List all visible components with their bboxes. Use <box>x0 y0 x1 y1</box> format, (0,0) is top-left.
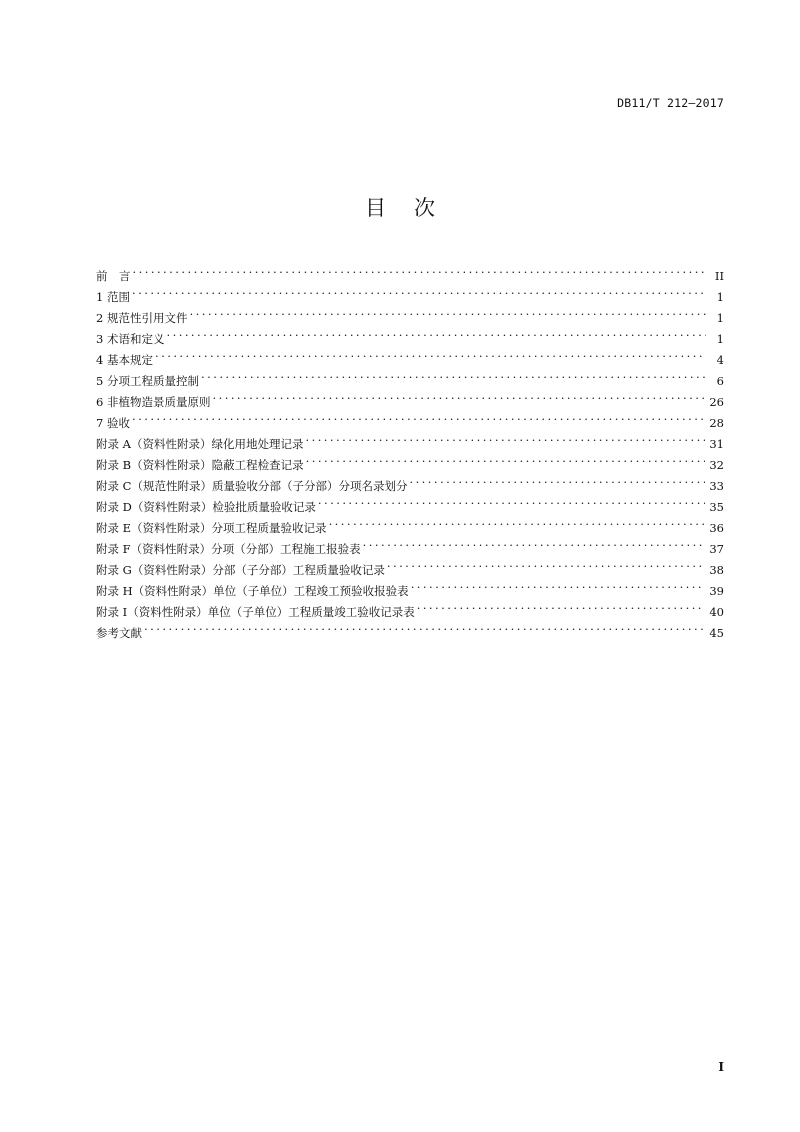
toc-entry-label: 附录 I（资料性附录）单位（子单位）工程质量竣工验收记录表 <box>96 605 415 619</box>
toc-entry[interactable] <box>96 301 724 325</box>
toc-dot-leader <box>305 427 705 448</box>
toc-dot-leader <box>329 511 706 532</box>
toc-entry-page: 37 <box>709 542 724 556</box>
toc-dot-leader <box>409 469 705 490</box>
toc-entry-page: 1 <box>716 311 724 325</box>
toc-entry[interactable] <box>96 343 724 367</box>
toc-entry-label: 参考文献 <box>96 626 142 640</box>
toc-entry-page: 33 <box>709 479 724 493</box>
toc-entry-page: 1 <box>716 332 724 346</box>
toc-entry-label: 3 术语和定义 <box>96 332 165 346</box>
toc-dot-leader <box>201 364 706 385</box>
page-number: I <box>718 1060 724 1074</box>
toc-dot-leader <box>318 490 705 511</box>
toc-dot-leader <box>133 259 707 280</box>
toc-dot-leader <box>417 595 706 616</box>
toc-entry[interactable] <box>96 364 724 388</box>
toc-dot-leader <box>132 280 706 301</box>
toc-entry[interactable] <box>96 322 724 346</box>
toc-entry-page: 35 <box>709 500 724 514</box>
toc-entry-page: 31 <box>709 437 724 451</box>
toc-entry-page: 28 <box>709 416 724 430</box>
toc-dot-leader <box>132 406 705 427</box>
toc-entry-label: 附录 H（资料性附录）单位（子单位）工程竣工预验收报验表 <box>96 584 409 598</box>
toc-entry-page: 26 <box>709 395 724 409</box>
toc-entry-label: 附录 B（资料性附录）隐蔽工程检查记录 <box>96 458 304 472</box>
toc-entry-label: 2 规范性引用文件 <box>96 311 188 325</box>
page-title: 目次 <box>365 196 463 220</box>
toc-entry-label: 附录 F（资料性附录）分项（分部）工程施工报验表 <box>96 542 361 556</box>
toc-entry-label: 附录 D（资料性附录）检验批质量验收记录 <box>96 500 316 514</box>
toc-entry-page: 38 <box>709 563 724 577</box>
toc-dot-leader <box>306 448 706 469</box>
toc-entry-page: 6 <box>716 374 724 388</box>
toc-dot-leader <box>189 301 706 322</box>
table-of-contents <box>96 259 724 640</box>
toc-entry-page: 32 <box>709 458 724 472</box>
toc-entry-label: 附录 G（资料性附录）分部（子分部）工程质量验收记录 <box>96 563 385 577</box>
toc-entry-page: 36 <box>709 521 724 535</box>
toc-entry[interactable] <box>96 259 724 283</box>
toc-entry[interactable] <box>96 280 724 304</box>
toc-entry-label: 附录 E（资料性附录）分项工程质量验收记录 <box>96 521 327 535</box>
toc-entry-page: 40 <box>709 605 724 619</box>
toc-dot-leader <box>144 616 705 637</box>
toc-entry-page: 39 <box>709 584 724 598</box>
toc-entry[interactable] <box>96 406 724 430</box>
toc-entry-page: 4 <box>716 353 724 367</box>
toc-entry-label: 4 基本规定 <box>96 353 153 367</box>
toc-entry-label: 6 非植物造景质量原则 <box>96 395 211 409</box>
toc-entry[interactable] <box>96 616 724 640</box>
toc-entry-page: II <box>714 269 724 283</box>
toc-entry-label: 附录 A（资料性附录）绿化用地处理记录 <box>96 437 304 451</box>
document-code: DB11/T 212—2017 <box>617 96 724 110</box>
toc-entry-page: 1 <box>716 290 724 304</box>
toc-entry-label: 前 言 <box>96 269 131 283</box>
toc-entry-label: 附录 C（规范性附录）质量验收分部（子分部）分项名录划分 <box>96 479 408 493</box>
toc-dot-leader <box>155 343 706 364</box>
toc-dot-leader <box>387 553 706 574</box>
toc-dot-leader <box>212 385 705 406</box>
toc-entry-label: 1 范围 <box>96 290 130 304</box>
toc-dot-leader <box>166 322 706 343</box>
toc-dot-leader <box>411 574 706 595</box>
toc-entry[interactable] <box>96 427 724 451</box>
toc-dot-leader <box>363 532 706 553</box>
toc-entry-page: 45 <box>709 626 724 640</box>
toc-entry-label: 7 验收 <box>96 416 130 430</box>
toc-entry-label: 5 分项工程质量控制 <box>96 374 199 388</box>
